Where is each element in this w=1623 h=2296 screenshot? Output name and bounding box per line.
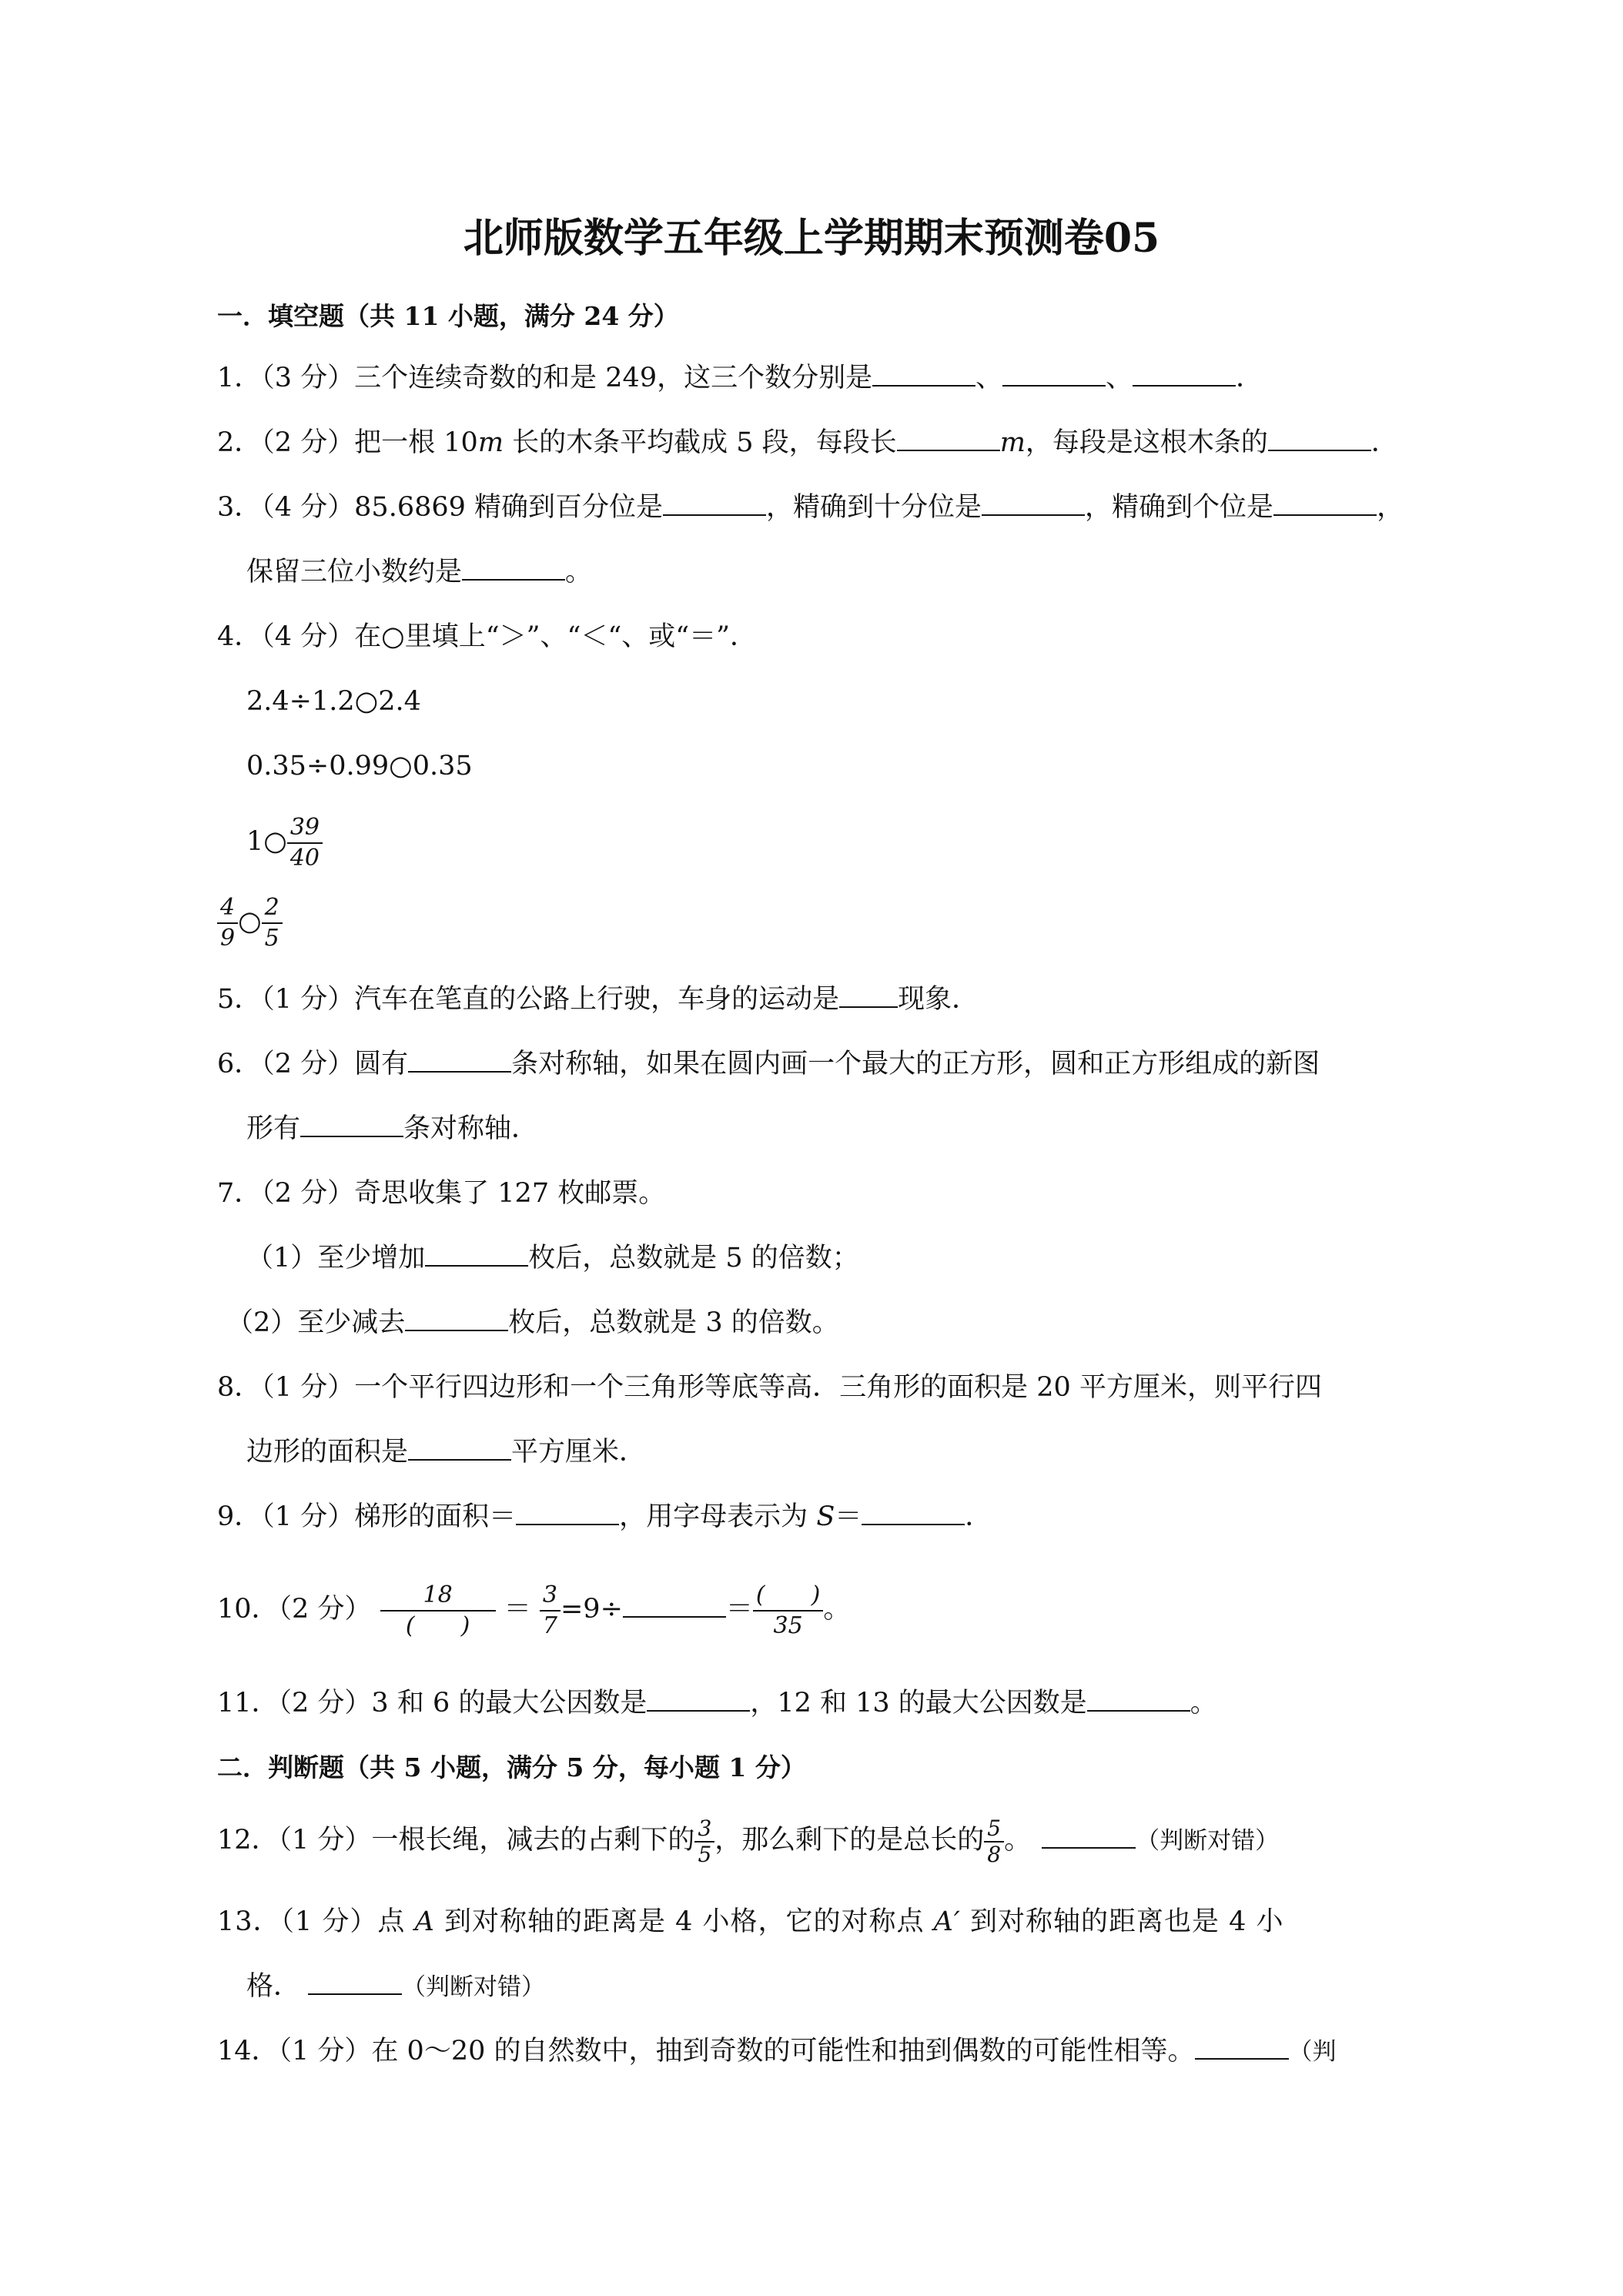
q1-sep: 、 xyxy=(975,363,1003,393)
q6-text: 6．（2 分）圆有 xyxy=(217,1049,409,1079)
q2-blank-1[interactable] xyxy=(897,427,1000,451)
question-6 xyxy=(217,1047,1320,1081)
q11-blank-2[interactable] xyxy=(1087,1687,1190,1712)
q7-text: 枚后，总数就是 3 的倍数。 xyxy=(508,1307,839,1338)
question-13 xyxy=(217,1905,1284,1939)
q13-tail: （判断对错） xyxy=(402,1973,546,2001)
fraction xyxy=(753,1581,823,1641)
q6-text: 形有 xyxy=(246,1113,301,1144)
q3-text: 保留三位小数约是 xyxy=(246,557,463,587)
q14-blank[interactable] xyxy=(1195,2035,1289,2060)
question-10 xyxy=(217,1571,850,1655)
q7-subquestion-2 xyxy=(226,1306,839,1340)
q13-text: 13．（1 分）点 xyxy=(217,1906,415,1937)
section-judge-heading: 二．判断题（共 5 小题，满分 5 分，每小题 1 分） xyxy=(217,1752,806,1782)
page-title: 北师版数学五年级上学期期末预测卷05 xyxy=(463,215,1160,262)
q9-text: ，用字母表示为 xyxy=(619,1501,817,1532)
q9-text: 9．（1 分）梯形的面积＝ xyxy=(217,1501,517,1532)
question-7: 7．（2 分）奇思收集了 127 枚邮票。 xyxy=(217,1178,666,1209)
q4-expression-2: 0.35÷0.99○0.35 xyxy=(246,751,473,782)
q4-expression-4 xyxy=(217,887,283,958)
q13-blank[interactable] xyxy=(308,1970,402,1995)
q5-end: 现象． xyxy=(898,984,979,1015)
denominator: 8 xyxy=(987,1841,1002,1867)
question-1 xyxy=(217,361,1263,395)
q10-equals: ＝ xyxy=(504,1594,531,1625)
q2-text: ，每段是这根木条的 xyxy=(1025,427,1268,458)
question-11 xyxy=(217,1686,1217,1720)
q13-text: 到对称轴的距离也是 4 小 xyxy=(960,1906,1284,1937)
q7-blank-2[interactable] xyxy=(405,1307,508,1331)
numerator: 18 xyxy=(423,1581,453,1608)
numerator: 39 xyxy=(289,813,320,841)
question-6-line-2 xyxy=(246,1112,538,1146)
q12-text: ，那么剩下的是总长的 xyxy=(714,1825,985,1856)
q4-e3-left: 1○ xyxy=(246,826,287,857)
q14-text: 14．（1 分）在 0～20 的自然数中，抽到奇数的可能性和抽到偶数的可能性相等。 xyxy=(217,2036,1195,2067)
q12-text: 12．（1 分）一根长绳，减去的占剩下的 xyxy=(217,1825,695,1856)
question-9 xyxy=(217,1500,992,1534)
q3-end: 。 xyxy=(565,557,593,587)
q12-end: 。 xyxy=(1004,1825,1032,1856)
fraction xyxy=(217,893,238,953)
q3-text: ，精确到十分位是 xyxy=(766,492,982,523)
q2-end: ． xyxy=(1370,427,1398,458)
question-2 xyxy=(217,426,1398,460)
q10-end: 。 xyxy=(823,1594,851,1625)
q3-blank-4[interactable] xyxy=(462,556,565,581)
fraction xyxy=(380,1581,496,1641)
fraction xyxy=(287,813,323,873)
q13-point: A xyxy=(414,1906,435,1937)
question-3 xyxy=(217,490,1404,524)
q9-end: ． xyxy=(965,1501,992,1532)
q2-blank-2[interactable] xyxy=(1268,427,1371,451)
q9-blank-1[interactable] xyxy=(516,1501,619,1525)
q7-text: 枚后，总数就是 5 的倍数； xyxy=(528,1243,859,1274)
q8-end: 平方厘米． xyxy=(511,1437,647,1468)
q3-blank-2[interactable] xyxy=(982,491,1085,516)
q5-blank[interactable] xyxy=(839,983,898,1008)
numerator: 3 xyxy=(698,1815,712,1841)
q13-text: 到对称轴的距离是 4 小格，它的对称点 xyxy=(434,1906,934,1937)
q7-subquestion-1 xyxy=(246,1241,859,1275)
q3-text: 3．（4 分）85.6869 精确到百分位是 xyxy=(217,492,664,523)
q3-blank-1[interactable] xyxy=(663,491,766,516)
denominator: 9 xyxy=(220,924,236,952)
q2-text: 2．（2 分）把一根 10 xyxy=(217,427,478,458)
numerator: ( ) xyxy=(755,1581,821,1608)
q6-blank-1[interactable] xyxy=(408,1048,511,1073)
q2-unit: m xyxy=(477,427,504,458)
q6-end: 条对称轴． xyxy=(403,1113,539,1144)
q11-text: 11．（2 分）3 和 6 的最大公因数是 xyxy=(217,1688,648,1719)
q13-text: 格． xyxy=(246,1971,301,2002)
q13-point: A′ xyxy=(933,1906,961,1937)
question-12 xyxy=(217,1806,1279,1876)
q4-expression-3 xyxy=(246,807,323,878)
numerator: 5 xyxy=(987,1815,1002,1841)
q1-end: ． xyxy=(1236,363,1263,393)
denominator: 5 xyxy=(264,924,279,952)
q3-text: ，精确到个位是 xyxy=(1085,492,1274,523)
q8-text: 边形的面积是 xyxy=(246,1437,409,1468)
q1-blank-1[interactable] xyxy=(872,362,975,387)
q9-text: ＝ xyxy=(835,1501,862,1532)
q4-expression-1: 2.4÷1.2○2.4 xyxy=(246,686,421,717)
q14-tail: （判 xyxy=(1288,2038,1337,2066)
q12-tail: （判断对错） xyxy=(1136,1827,1280,1855)
q1-text: 1．（3 分）三个连续奇数的和是 249，这三个数分别是 xyxy=(217,363,873,393)
q2-unit: m xyxy=(999,427,1026,458)
q11-text: ，12 和 13 的最大公因数是 xyxy=(750,1688,1087,1719)
q10-equals: ＝ xyxy=(725,1594,753,1625)
question-8-line-2 xyxy=(246,1435,646,1469)
q1-blank-3[interactable] xyxy=(1133,362,1236,387)
denominator: 35 xyxy=(773,1612,803,1639)
q8-blank[interactable] xyxy=(408,1436,511,1461)
q1-blank-2[interactable] xyxy=(1002,362,1106,387)
q11-blank-1[interactable] xyxy=(647,1687,750,1712)
q6-blank-2[interactable] xyxy=(300,1113,403,1137)
section-fill-blank-heading: 一．填空题（共 11 小题，满分 24 分） xyxy=(217,301,679,331)
q3-text: ， xyxy=(1377,492,1404,523)
q3-blank-3[interactable] xyxy=(1273,491,1377,516)
denominator: 5 xyxy=(698,1841,712,1867)
denominator: ( ) xyxy=(405,1612,470,1639)
q1-sep: 、 xyxy=(1106,363,1133,393)
question-3-line-2 xyxy=(246,555,592,589)
fraction xyxy=(262,893,283,953)
q10-text: =9÷ xyxy=(560,1594,623,1625)
q11-end: 。 xyxy=(1190,1688,1217,1719)
question-8: 8．（1 分）一个平行四边形和一个三角形等底等高．三角形的面积是 20 平方厘米，则平行四 xyxy=(217,1372,1322,1403)
q9-variable: S xyxy=(816,1501,835,1532)
fraction xyxy=(694,1816,714,1867)
numerator: 2 xyxy=(264,893,279,921)
q2-text: 长的木条平均截成 5 段，每段长 xyxy=(504,427,897,458)
q7-blank-1[interactable] xyxy=(425,1242,528,1267)
q12-blank[interactable] xyxy=(1042,1824,1136,1849)
numerator: 4 xyxy=(220,893,236,921)
fraction xyxy=(984,1816,1004,1867)
q7-text: （2）至少减去 xyxy=(226,1307,406,1338)
q7-text: （1）至少增加 xyxy=(246,1243,426,1274)
denominator: 40 xyxy=(289,844,320,872)
q5-text: 5．（1 分）汽车在笔直的公路上行驶，车身的运动是 xyxy=(217,984,840,1015)
q10-blank[interactable] xyxy=(623,1593,726,1618)
question-13-line-2 xyxy=(246,1970,545,2004)
compare-circle: ○ xyxy=(238,906,262,937)
q9-blank-2[interactable] xyxy=(862,1501,965,1525)
question-14 xyxy=(217,2034,1337,2069)
denominator: 7 xyxy=(542,1612,557,1639)
question-5 xyxy=(217,982,979,1016)
question-4: 4．（4 分）在○里填上“＞”、“＜“、或“＝”． xyxy=(217,621,758,652)
q6-text: 条对称轴，如果在圆内画一个最大的正方形，圆和正方形组成的新图 xyxy=(511,1049,1320,1079)
q10-text: 10．（2 分） xyxy=(217,1594,372,1625)
numerator: 3 xyxy=(542,1581,557,1608)
fraction xyxy=(540,1581,561,1641)
